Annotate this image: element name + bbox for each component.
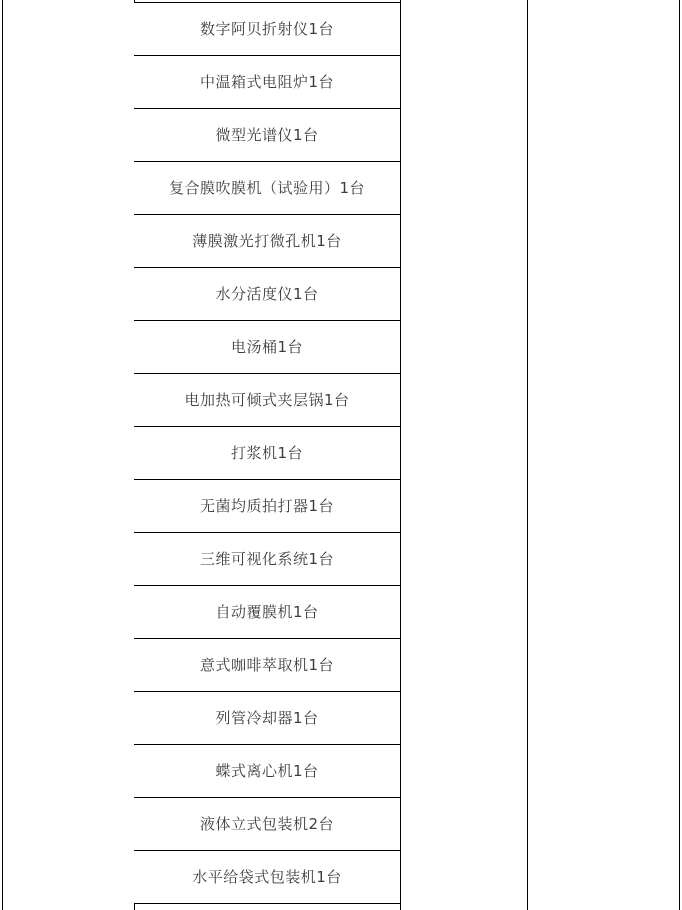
equipment-label: 意式咖啡萃取机1台 bbox=[199, 655, 335, 674]
table-row bbox=[134, 797, 400, 850]
table-row bbox=[134, 214, 400, 267]
table-row bbox=[134, 55, 400, 108]
equipment-column bbox=[134, 2, 400, 904]
table-row bbox=[134, 373, 400, 426]
table-row bbox=[134, 691, 400, 744]
table-outer-left-border bbox=[2, 0, 3, 910]
table-row bbox=[134, 744, 400, 797]
equipment-label: 薄膜激光打微孔机1台 bbox=[192, 231, 342, 250]
table-row bbox=[134, 638, 400, 691]
equipment-label: 复合膜吹膜机（试验用）1台 bbox=[168, 178, 366, 197]
equipment-label: 数字阿贝折射仪1台 bbox=[199, 19, 335, 38]
table-row bbox=[134, 479, 400, 532]
equipment-label: 打浆机1台 bbox=[230, 443, 304, 462]
table-outer-right-border bbox=[679, 0, 680, 910]
table-row bbox=[134, 161, 400, 214]
equipment-label: 水平给袋式包装机1台 bbox=[192, 867, 342, 886]
equipment-label: 中温箱式电阻炉1台 bbox=[199, 72, 335, 91]
equipment-label: 列管冷却器1台 bbox=[215, 708, 319, 727]
equipment-label: 微型光谱仪1台 bbox=[215, 125, 319, 144]
equipment-label: 液体立式包装机2台 bbox=[199, 814, 335, 833]
equipment-label: 无菌均质拍打器1台 bbox=[199, 496, 335, 515]
table-row bbox=[134, 850, 400, 903]
table-row bbox=[134, 320, 400, 373]
table-row bbox=[134, 267, 400, 320]
table-row bbox=[134, 2, 400, 55]
equipment-label: 三维可视化系统1台 bbox=[199, 549, 335, 568]
equipment-label: 蝶式离心机1台 bbox=[215, 761, 319, 780]
equipment-column-right-border bbox=[400, 0, 401, 910]
table-row bbox=[134, 426, 400, 479]
equipment-label: 电汤桶1台 bbox=[230, 337, 304, 356]
equipment-label: 水分活度仪1台 bbox=[215, 284, 319, 303]
middle-column-right-border bbox=[527, 0, 528, 910]
equipment-label: 电加热可倾式夹层锅1台 bbox=[184, 390, 350, 409]
table-row bbox=[134, 532, 400, 585]
table-row bbox=[134, 585, 400, 638]
table-row bbox=[134, 108, 400, 161]
equipment-label: 自动覆膜机1台 bbox=[215, 602, 319, 621]
